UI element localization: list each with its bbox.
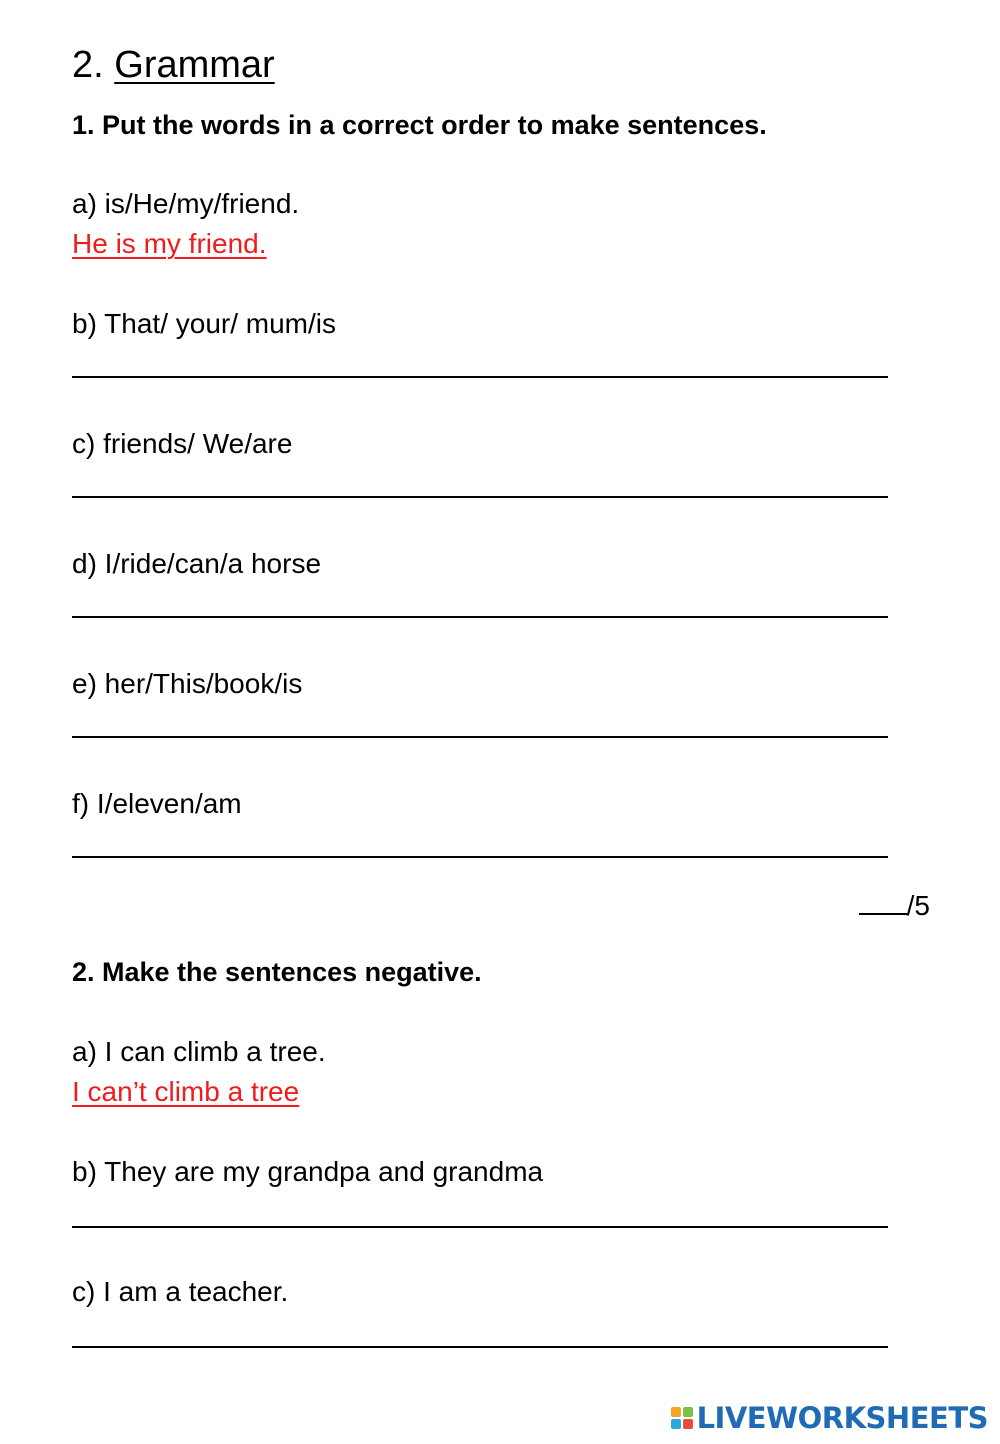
liveworksheets-logo-icon <box>671 1407 693 1429</box>
exercise-2-item-c-prompt: c) I am a teacher. <box>72 1276 289 1307</box>
exercise-2-item-b-answer-line[interactable] <box>72 1226 888 1228</box>
exercise-1-heading: 1. Put the words in a correct order to make sentences. <box>72 110 767 140</box>
page-title <box>72 40 275 90</box>
exercise-2-item-c-answer-line[interactable] <box>72 1346 888 1348</box>
exercise-1-item-b-answer-line[interactable] <box>72 376 888 378</box>
exercise-1-item-c-answer-line[interactable] <box>72 496 888 498</box>
exercise-1-item-f-answer-line[interactable] <box>72 856 888 858</box>
exercise-2-item-b-prompt: b) They are my grandpa and grandma <box>72 1156 544 1187</box>
score-input-line[interactable] <box>859 891 907 915</box>
title-number: 2. <box>72 44 104 86</box>
exercise-1-item-b-prompt: b) That/ your/ mum/is <box>72 308 337 339</box>
exercise-2-example-prompt: a) I can climb a tree. <box>72 1036 326 1067</box>
exercise-1-item-e-prompt: e) her/This/book/is <box>72 668 303 699</box>
logo-text: LIVEWORKSHEETS <box>696 1401 988 1435</box>
exercise-1-example-prompt: a) is/He/my/friend. <box>72 188 300 219</box>
exercise-1-item-d-prompt: d) I/ride/can/a horse <box>72 548 322 579</box>
score-total: /5 <box>906 890 930 921</box>
exercise-1-item-e-answer-line[interactable] <box>72 736 888 738</box>
title-word: Grammar <box>114 44 275 86</box>
exercise-1-item-c-prompt: c) friends/ We/are <box>72 428 293 459</box>
exercise-1-item-d-answer-line[interactable] <box>72 616 888 618</box>
exercise-1-item-f-prompt: f) I/eleven/am <box>72 788 242 819</box>
liveworksheets-logo[interactable] <box>671 1400 988 1436</box>
exercise-2-heading: 2. Make the sentences negative. <box>72 957 482 987</box>
exercise-1-example-answer: He is my friend. <box>72 228 267 259</box>
exercise-2-example-answer: I can’t climb a tree <box>72 1076 300 1107</box>
exercise-1-score <box>859 888 930 924</box>
